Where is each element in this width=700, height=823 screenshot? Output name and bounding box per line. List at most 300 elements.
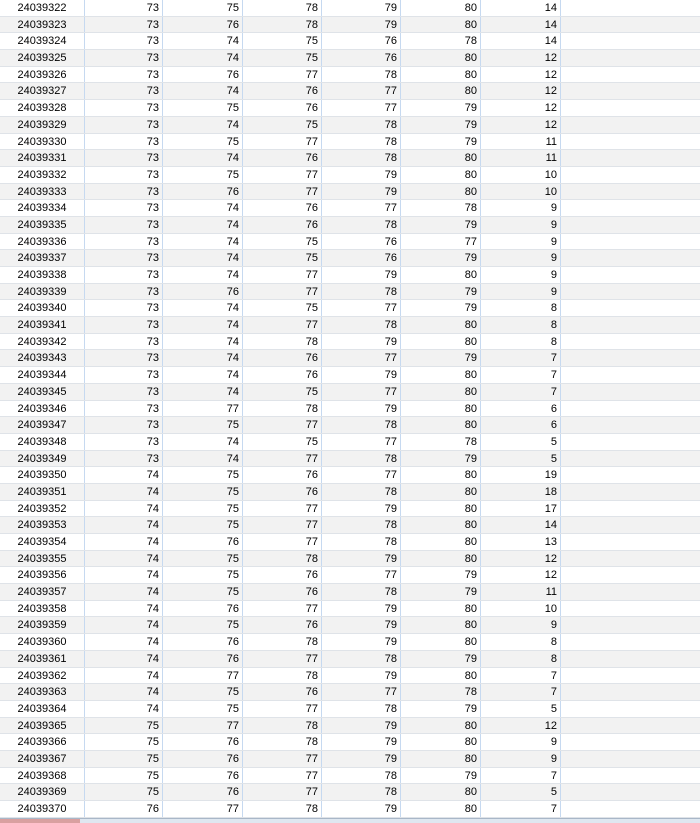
cell-value[interactable]: 78 xyxy=(401,684,481,700)
cell-id[interactable]: 24039348 xyxy=(0,434,85,450)
cell-value[interactable]: 5 xyxy=(481,784,561,800)
cell-id[interactable]: 24039326 xyxy=(0,67,85,83)
cell-value[interactable]: 78 xyxy=(243,551,322,567)
cell-value[interactable]: 79 xyxy=(322,801,401,817)
cell-value[interactable]: 80 xyxy=(401,668,481,684)
cell-value[interactable]: 76 xyxy=(163,651,243,667)
cell-value[interactable]: 75 xyxy=(163,167,243,183)
cell-value[interactable]: 80 xyxy=(401,484,481,500)
cell-value[interactable]: 73 xyxy=(85,217,163,233)
cell-value[interactable]: 74 xyxy=(163,334,243,350)
cell-value[interactable]: 75 xyxy=(85,768,163,784)
cell-empty[interactable] xyxy=(561,417,700,433)
cell-value[interactable]: 73 xyxy=(85,167,163,183)
cell-value[interactable]: 8 xyxy=(481,300,561,316)
cell-value[interactable]: 79 xyxy=(401,100,481,116)
cell-value[interactable]: 77 xyxy=(322,100,401,116)
cell-value[interactable]: 79 xyxy=(322,734,401,750)
cell-value[interactable]: 77 xyxy=(322,467,401,483)
cell-value[interactable]: 74 xyxy=(163,150,243,166)
cell-value[interactable]: 75 xyxy=(243,234,322,250)
cell-value[interactable]: 79 xyxy=(401,350,481,366)
cell-value[interactable]: 78 xyxy=(322,584,401,600)
cell-value[interactable]: 73 xyxy=(85,83,163,99)
cell-empty[interactable] xyxy=(561,167,700,183)
cell-id[interactable]: 24039340 xyxy=(0,300,85,316)
cell-empty[interactable] xyxy=(561,367,700,383)
cell-id[interactable]: 24039324 xyxy=(0,33,85,49)
cell-value[interactable]: 76 xyxy=(243,484,322,500)
cell-value[interactable]: 79 xyxy=(401,250,481,266)
cell-empty[interactable] xyxy=(561,401,700,417)
cell-empty[interactable] xyxy=(561,67,700,83)
cell-id[interactable]: 24039329 xyxy=(0,117,85,133)
sheet-bottom-scrollbar[interactable] xyxy=(0,818,700,823)
cell-value[interactable]: 80 xyxy=(401,467,481,483)
cell-value[interactable]: 75 xyxy=(243,50,322,66)
cell-empty[interactable] xyxy=(561,584,700,600)
cell-value[interactable]: 75 xyxy=(243,384,322,400)
cell-value[interactable]: 76 xyxy=(243,83,322,99)
cell-id[interactable]: 24039325 xyxy=(0,50,85,66)
cell-value[interactable]: 75 xyxy=(243,33,322,49)
cell-value[interactable]: 77 xyxy=(243,768,322,784)
cell-value[interactable]: 79 xyxy=(401,567,481,583)
cell-value[interactable]: 78 xyxy=(322,134,401,150)
cell-id[interactable]: 24039366 xyxy=(0,734,85,750)
cell-value[interactable]: 8 xyxy=(481,334,561,350)
cell-value[interactable]: 73 xyxy=(85,317,163,333)
cell-value[interactable]: 74 xyxy=(163,267,243,283)
cell-id[interactable]: 24039355 xyxy=(0,551,85,567)
cell-value[interactable]: 73 xyxy=(85,367,163,383)
cell-value[interactable]: 77 xyxy=(243,134,322,150)
cell-value[interactable]: 78 xyxy=(322,768,401,784)
cell-value[interactable]: 77 xyxy=(243,317,322,333)
cell-value[interactable]: 80 xyxy=(401,751,481,767)
cell-value[interactable]: 73 xyxy=(85,384,163,400)
cell-id[interactable]: 24039344 xyxy=(0,367,85,383)
cell-empty[interactable] xyxy=(561,517,700,533)
cell-value[interactable]: 75 xyxy=(163,467,243,483)
cell-value[interactable]: 77 xyxy=(243,701,322,717)
cell-value[interactable]: 76 xyxy=(163,634,243,650)
cell-empty[interactable] xyxy=(561,384,700,400)
cell-id[interactable]: 24039323 xyxy=(0,17,85,33)
cell-id[interactable]: 24039322 xyxy=(0,0,85,16)
cell-value[interactable]: 76 xyxy=(163,601,243,617)
cell-value[interactable]: 80 xyxy=(401,150,481,166)
cell-value[interactable]: 74 xyxy=(163,50,243,66)
cell-value[interactable]: 77 xyxy=(243,534,322,550)
cell-value[interactable]: 77 xyxy=(163,668,243,684)
cell-empty[interactable] xyxy=(561,534,700,550)
cell-value[interactable]: 74 xyxy=(163,384,243,400)
cell-empty[interactable] xyxy=(561,200,700,216)
cell-empty[interactable] xyxy=(561,267,700,283)
cell-value[interactable]: 74 xyxy=(163,83,243,99)
cell-id[interactable]: 24039360 xyxy=(0,634,85,650)
cell-value[interactable]: 77 xyxy=(322,434,401,450)
cell-value[interactable]: 12 xyxy=(481,718,561,734)
cell-empty[interactable] xyxy=(561,0,700,16)
cell-value[interactable]: 76 xyxy=(243,584,322,600)
cell-value[interactable]: 74 xyxy=(163,317,243,333)
cell-value[interactable]: 8 xyxy=(481,317,561,333)
cell-value[interactable]: 75 xyxy=(163,584,243,600)
cell-id[interactable]: 24039338 xyxy=(0,267,85,283)
cell-id[interactable]: 24039346 xyxy=(0,401,85,417)
cell-value[interactable]: 74 xyxy=(85,484,163,500)
cell-id[interactable]: 24039359 xyxy=(0,617,85,633)
cell-value[interactable]: 9 xyxy=(481,617,561,633)
cell-value[interactable]: 76 xyxy=(243,684,322,700)
cell-value[interactable]: 6 xyxy=(481,401,561,417)
cell-empty[interactable] xyxy=(561,784,700,800)
cell-value[interactable]: 73 xyxy=(85,234,163,250)
cell-value[interactable]: 80 xyxy=(401,367,481,383)
cell-value[interactable]: 79 xyxy=(401,651,481,667)
cell-value[interactable]: 76 xyxy=(163,784,243,800)
cell-value[interactable]: 78 xyxy=(243,0,322,16)
cell-value[interactable]: 77 xyxy=(243,517,322,533)
cell-value[interactable]: 78 xyxy=(322,534,401,550)
cell-value[interactable]: 80 xyxy=(401,517,481,533)
cell-empty[interactable] xyxy=(561,451,700,467)
cell-value[interactable]: 79 xyxy=(401,117,481,133)
cell-value[interactable]: 80 xyxy=(401,167,481,183)
cell-id[interactable]: 24039352 xyxy=(0,501,85,517)
cell-value[interactable]: 76 xyxy=(243,150,322,166)
cell-value[interactable]: 75 xyxy=(243,250,322,266)
cell-value[interactable]: 73 xyxy=(85,0,163,16)
cell-value[interactable]: 76 xyxy=(322,234,401,250)
cell-value[interactable]: 74 xyxy=(163,367,243,383)
cell-value[interactable]: 78 xyxy=(322,484,401,500)
cell-empty[interactable] xyxy=(561,184,700,200)
cell-value[interactable]: 80 xyxy=(401,384,481,400)
cell-value[interactable]: 5 xyxy=(481,701,561,717)
cell-value[interactable]: 7 xyxy=(481,668,561,684)
cell-value[interactable]: 76 xyxy=(163,184,243,200)
cell-id[interactable]: 24039332 xyxy=(0,167,85,183)
cell-value[interactable]: 73 xyxy=(85,33,163,49)
cell-value[interactable]: 74 xyxy=(163,33,243,49)
cell-value[interactable]: 77 xyxy=(401,234,481,250)
cell-value[interactable]: 77 xyxy=(243,284,322,300)
cell-id[interactable]: 24039363 xyxy=(0,684,85,700)
cell-empty[interactable] xyxy=(561,100,700,116)
cell-value[interactable]: 77 xyxy=(243,601,322,617)
cell-value[interactable]: 78 xyxy=(401,200,481,216)
cell-value[interactable]: 78 xyxy=(322,317,401,333)
cell-empty[interactable] xyxy=(561,668,700,684)
cell-value[interactable]: 10 xyxy=(481,184,561,200)
cell-value[interactable]: 73 xyxy=(85,401,163,417)
cell-empty[interactable] xyxy=(561,701,700,717)
cell-id[interactable]: 24039361 xyxy=(0,651,85,667)
cell-value[interactable]: 77 xyxy=(322,384,401,400)
cell-value[interactable]: 77 xyxy=(243,184,322,200)
cell-value[interactable]: 75 xyxy=(163,701,243,717)
cell-value[interactable]: 74 xyxy=(85,567,163,583)
cell-value[interactable]: 14 xyxy=(481,0,561,16)
cell-value[interactable]: 76 xyxy=(322,250,401,266)
cell-value[interactable]: 80 xyxy=(401,334,481,350)
cell-value[interactable]: 73 xyxy=(85,417,163,433)
cell-empty[interactable] xyxy=(561,501,700,517)
cell-value[interactable]: 75 xyxy=(85,784,163,800)
cell-value[interactable]: 79 xyxy=(322,718,401,734)
cell-value[interactable]: 77 xyxy=(243,784,322,800)
cell-value[interactable]: 76 xyxy=(243,200,322,216)
cell-value[interactable]: 78 xyxy=(322,517,401,533)
cell-value[interactable]: 78 xyxy=(322,217,401,233)
cell-value[interactable]: 73 xyxy=(85,117,163,133)
cell-value[interactable]: 79 xyxy=(322,334,401,350)
cell-value[interactable]: 75 xyxy=(163,551,243,567)
cell-empty[interactable] xyxy=(561,768,700,784)
cell-empty[interactable] xyxy=(561,617,700,633)
cell-id[interactable]: 24039333 xyxy=(0,184,85,200)
cell-value[interactable]: 78 xyxy=(243,401,322,417)
cell-value[interactable]: 9 xyxy=(481,217,561,233)
cell-value[interactable]: 77 xyxy=(163,401,243,417)
cell-value[interactable]: 74 xyxy=(163,200,243,216)
cell-value[interactable]: 74 xyxy=(163,250,243,266)
cell-value[interactable]: 78 xyxy=(243,801,322,817)
cell-value[interactable]: 77 xyxy=(322,300,401,316)
cell-value[interactable]: 78 xyxy=(401,434,481,450)
cell-value[interactable]: 74 xyxy=(85,617,163,633)
cell-id[interactable]: 24039339 xyxy=(0,284,85,300)
cell-value[interactable]: 74 xyxy=(163,234,243,250)
cell-value[interactable]: 79 xyxy=(401,284,481,300)
cell-value[interactable]: 79 xyxy=(322,751,401,767)
cell-value[interactable]: 12 xyxy=(481,551,561,567)
cell-value[interactable]: 78 xyxy=(322,417,401,433)
cell-value[interactable]: 7 xyxy=(481,384,561,400)
cell-id[interactable]: 24039353 xyxy=(0,517,85,533)
cell-value[interactable]: 18 xyxy=(481,484,561,500)
cell-value[interactable]: 74 xyxy=(163,350,243,366)
cell-value[interactable]: 73 xyxy=(85,184,163,200)
cell-value[interactable]: 78 xyxy=(243,668,322,684)
cell-value[interactable]: 77 xyxy=(322,200,401,216)
cell-value[interactable]: 80 xyxy=(401,718,481,734)
cell-value[interactable]: 9 xyxy=(481,200,561,216)
cell-value[interactable]: 78 xyxy=(243,334,322,350)
cell-value[interactable]: 73 xyxy=(85,434,163,450)
cell-value[interactable]: 9 xyxy=(481,734,561,750)
cell-id[interactable]: 24039328 xyxy=(0,100,85,116)
cell-value[interactable]: 73 xyxy=(85,350,163,366)
cell-value[interactable]: 76 xyxy=(322,50,401,66)
cell-value[interactable]: 80 xyxy=(401,534,481,550)
cell-id[interactable]: 24039347 xyxy=(0,417,85,433)
cell-value[interactable]: 76 xyxy=(163,67,243,83)
cell-value[interactable]: 80 xyxy=(401,50,481,66)
cell-value[interactable]: 76 xyxy=(243,467,322,483)
cell-value[interactable]: 75 xyxy=(163,100,243,116)
cell-value[interactable]: 80 xyxy=(401,784,481,800)
cell-value[interactable]: 8 xyxy=(481,634,561,650)
cell-empty[interactable] xyxy=(561,751,700,767)
cell-id[interactable]: 24039331 xyxy=(0,150,85,166)
cell-id[interactable]: 24039330 xyxy=(0,134,85,150)
cell-value[interactable]: 78 xyxy=(322,651,401,667)
cell-value[interactable]: 80 xyxy=(401,634,481,650)
cell-empty[interactable] xyxy=(561,434,700,450)
cell-value[interactable]: 80 xyxy=(401,17,481,33)
cell-value[interactable]: 79 xyxy=(322,401,401,417)
cell-value[interactable]: 7 xyxy=(481,684,561,700)
cell-value[interactable]: 7 xyxy=(481,801,561,817)
cell-value[interactable]: 79 xyxy=(322,551,401,567)
cell-id[interactable]: 24039368 xyxy=(0,768,85,784)
cell-value[interactable]: 76 xyxy=(85,801,163,817)
cell-value[interactable]: 80 xyxy=(401,317,481,333)
cell-value[interactable]: 79 xyxy=(322,601,401,617)
cell-value[interactable]: 75 xyxy=(163,617,243,633)
cell-value[interactable]: 80 xyxy=(401,734,481,750)
cell-value[interactable]: 77 xyxy=(322,350,401,366)
cell-value[interactable]: 76 xyxy=(243,100,322,116)
cell-value[interactable]: 77 xyxy=(243,751,322,767)
cell-value[interactable]: 6 xyxy=(481,417,561,433)
cell-value[interactable]: 75 xyxy=(243,300,322,316)
cell-value[interactable]: 74 xyxy=(85,651,163,667)
cell-value[interactable]: 77 xyxy=(243,67,322,83)
cell-id[interactable]: 24039365 xyxy=(0,718,85,734)
cell-empty[interactable] xyxy=(561,300,700,316)
cell-value[interactable]: 74 xyxy=(85,501,163,517)
cell-value[interactable]: 74 xyxy=(85,634,163,650)
cell-value[interactable]: 78 xyxy=(401,33,481,49)
cell-value[interactable]: 73 xyxy=(85,267,163,283)
cell-value[interactable]: 74 xyxy=(85,668,163,684)
cell-value[interactable]: 77 xyxy=(243,651,322,667)
cell-value[interactable]: 80 xyxy=(401,67,481,83)
cell-value[interactable]: 80 xyxy=(401,801,481,817)
cell-id[interactable]: 24039335 xyxy=(0,217,85,233)
cell-id[interactable]: 24039367 xyxy=(0,751,85,767)
cell-value[interactable]: 12 xyxy=(481,100,561,116)
cell-value[interactable]: 73 xyxy=(85,134,163,150)
cell-value[interactable]: 78 xyxy=(322,284,401,300)
cell-empty[interactable] xyxy=(561,734,700,750)
cell-value[interactable]: 9 xyxy=(481,250,561,266)
cell-value[interactable]: 78 xyxy=(322,150,401,166)
cell-value[interactable]: 80 xyxy=(401,0,481,16)
cell-value[interactable]: 14 xyxy=(481,33,561,49)
cell-value[interactable]: 80 xyxy=(401,184,481,200)
cell-value[interactable]: 73 xyxy=(85,17,163,33)
cell-id[interactable]: 24039354 xyxy=(0,534,85,550)
cell-value[interactable]: 79 xyxy=(322,367,401,383)
cell-value[interactable]: 79 xyxy=(322,668,401,684)
cell-value[interactable]: 19 xyxy=(481,467,561,483)
cell-value[interactable]: 73 xyxy=(85,200,163,216)
cell-value[interactable]: 74 xyxy=(163,217,243,233)
cell-value[interactable]: 75 xyxy=(163,501,243,517)
cell-id[interactable]: 24039351 xyxy=(0,484,85,500)
cell-value[interactable]: 78 xyxy=(243,718,322,734)
cell-value[interactable]: 11 xyxy=(481,584,561,600)
cell-value[interactable]: 78 xyxy=(322,451,401,467)
cell-value[interactable]: 73 xyxy=(85,284,163,300)
cell-value[interactable]: 80 xyxy=(401,617,481,633)
cell-value[interactable]: 14 xyxy=(481,17,561,33)
cell-value[interactable]: 80 xyxy=(401,401,481,417)
cell-empty[interactable] xyxy=(561,150,700,166)
cell-value[interactable]: 74 xyxy=(85,684,163,700)
cell-id[interactable]: 24039370 xyxy=(0,801,85,817)
cell-value[interactable]: 79 xyxy=(322,617,401,633)
cell-value[interactable]: 73 xyxy=(85,150,163,166)
cell-value[interactable]: 7 xyxy=(481,350,561,366)
cell-value[interactable]: 11 xyxy=(481,134,561,150)
cell-value[interactable]: 78 xyxy=(322,117,401,133)
cell-value[interactable]: 80 xyxy=(401,601,481,617)
cell-value[interactable]: 76 xyxy=(163,284,243,300)
cell-id[interactable]: 24039350 xyxy=(0,467,85,483)
cell-value[interactable]: 75 xyxy=(163,567,243,583)
cell-value[interactable]: 77 xyxy=(243,417,322,433)
cell-empty[interactable] xyxy=(561,467,700,483)
cell-empty[interactable] xyxy=(561,17,700,33)
cell-value[interactable]: 79 xyxy=(401,217,481,233)
cell-id[interactable]: 24039356 xyxy=(0,567,85,583)
cell-empty[interactable] xyxy=(561,350,700,366)
cell-value[interactable]: 79 xyxy=(322,634,401,650)
cell-value[interactable]: 73 xyxy=(85,50,163,66)
cell-value[interactable]: 73 xyxy=(85,451,163,467)
cell-value[interactable]: 78 xyxy=(322,701,401,717)
cell-value[interactable]: 12 xyxy=(481,117,561,133)
cell-value[interactable]: 11 xyxy=(481,150,561,166)
cell-empty[interactable] xyxy=(561,83,700,99)
cell-id[interactable]: 24039327 xyxy=(0,83,85,99)
cell-value[interactable]: 75 xyxy=(163,517,243,533)
cell-value[interactable]: 5 xyxy=(481,434,561,450)
cell-value[interactable]: 77 xyxy=(243,501,322,517)
cell-empty[interactable] xyxy=(561,801,700,817)
cell-value[interactable]: 80 xyxy=(401,267,481,283)
cell-value[interactable]: 79 xyxy=(322,17,401,33)
cell-id[interactable]: 24039334 xyxy=(0,200,85,216)
cell-value[interactable]: 75 xyxy=(243,434,322,450)
cell-value[interactable]: 80 xyxy=(401,551,481,567)
cell-value[interactable]: 79 xyxy=(401,451,481,467)
cell-value[interactable]: 17 xyxy=(481,501,561,517)
cell-value[interactable]: 74 xyxy=(163,300,243,316)
cell-empty[interactable] xyxy=(561,217,700,233)
cell-value[interactable]: 74 xyxy=(85,551,163,567)
cell-value[interactable]: 79 xyxy=(401,134,481,150)
cell-value[interactable]: 12 xyxy=(481,83,561,99)
cell-value[interactable]: 73 xyxy=(85,250,163,266)
cell-value[interactable]: 12 xyxy=(481,50,561,66)
cell-value[interactable]: 77 xyxy=(322,684,401,700)
cell-id[interactable]: 24039364 xyxy=(0,701,85,717)
cell-value[interactable]: 74 xyxy=(163,117,243,133)
cell-value[interactable]: 7 xyxy=(481,367,561,383)
cell-id[interactable]: 24039345 xyxy=(0,384,85,400)
cell-value[interactable]: 74 xyxy=(85,601,163,617)
cell-value[interactable]: 7 xyxy=(481,768,561,784)
cell-id[interactable]: 24039336 xyxy=(0,234,85,250)
